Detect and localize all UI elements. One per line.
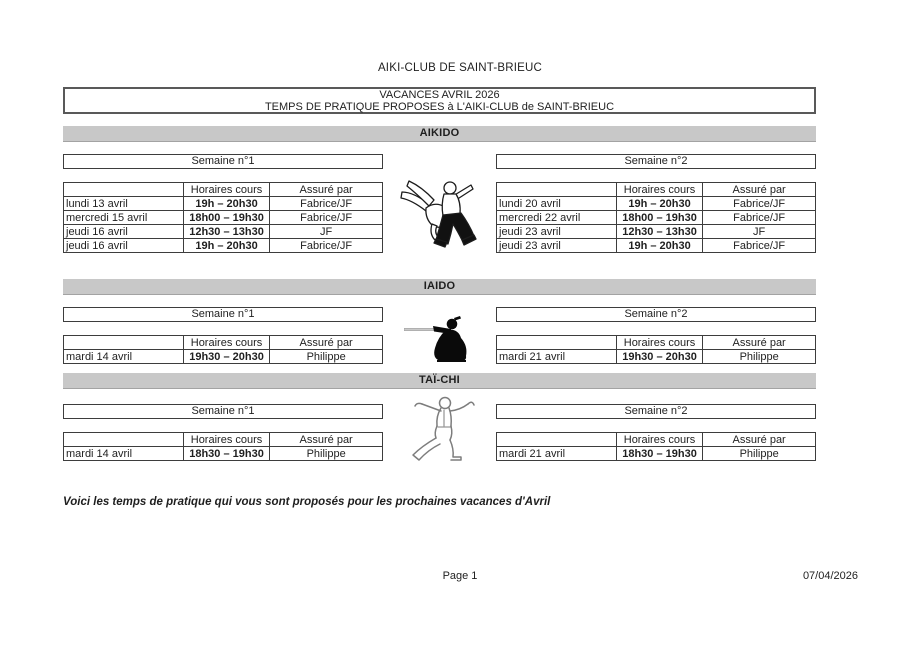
cell-date: mercredi 15 avril: [64, 211, 184, 225]
col-header-teacher: Assuré par: [703, 336, 816, 350]
table-header-row: [497, 183, 816, 197]
cell-teacher: Philippe: [703, 350, 816, 364]
cell-teacher: JF: [703, 225, 816, 239]
table-header-row: [64, 183, 383, 197]
table-row: [497, 447, 816, 461]
cell-date: mardi 21 avril: [497, 350, 617, 364]
cell-date: jeudi 16 avril: [64, 225, 184, 239]
cell-teacher: Philippe: [270, 350, 383, 364]
cell-time: 19h30 – 20h30: [616, 350, 703, 364]
iaido-week2-table: [496, 335, 816, 364]
footer-date: 07/04/2026: [802, 570, 858, 582]
table-row: [497, 211, 816, 225]
header-box: [63, 87, 816, 114]
table-row: [497, 225, 816, 239]
col-header-teacher: Assuré par: [703, 433, 816, 447]
col-header-time: Horaires cours: [616, 433, 703, 447]
table-header-row: [64, 433, 383, 447]
cell-teacher: Fabrice/JF: [270, 211, 383, 225]
table-header-row: [64, 336, 383, 350]
taichi-week1-table: [63, 432, 383, 461]
col-header-time: Horaires cours: [183, 183, 270, 197]
cell-teacher: Fabrice/JF: [703, 211, 816, 225]
cell-date: lundi 20 avril: [497, 197, 617, 211]
aikido-week1-table: [63, 182, 383, 253]
iaido-week1-box: Semaine n°1: [63, 307, 383, 322]
table-row: [64, 197, 383, 211]
document-title: AIKI-CLUB DE SAINT-BRIEUC: [377, 62, 543, 74]
cell-teacher: Fabrice/JF: [270, 239, 383, 253]
cell-teacher: Philippe: [270, 447, 383, 461]
section-banner-aikido: AIKIDO: [63, 126, 816, 142]
section-banner-iaido: IAIDO: [63, 279, 816, 295]
blank-header-cell: [64, 336, 184, 350]
blank-header-cell: [497, 336, 617, 350]
header-line2: TEMPS DE PRATIQUE PROPOSES à L'AIKI-CLUB de SAINT-BRIEUC: [264, 100, 615, 113]
note-text: Voici les temps de pratique qui vous sont proposés pour les prochaines vacances d'Avril: [63, 496, 551, 508]
col-header-teacher: Assuré par: [270, 433, 383, 447]
cell-teacher: JF: [270, 225, 383, 239]
aikido-week2-table: [496, 182, 816, 253]
cell-teacher: Fabrice/JF: [703, 239, 816, 253]
cell-date: jeudi 23 avril: [497, 239, 617, 253]
taichi-week2-table: [496, 432, 816, 461]
aikido-week2-box: Semaine n°2: [496, 154, 816, 169]
col-header-teacher: Assuré par: [270, 183, 383, 197]
taichi-week1-box: Semaine n°1: [63, 404, 383, 419]
cell-time: 12h30 – 13h30: [616, 225, 703, 239]
cell-time: 18h00 – 19h30: [616, 211, 703, 225]
col-header-time: Horaires cours: [183, 433, 270, 447]
table-row: [64, 225, 383, 239]
blank-header-cell: [64, 183, 184, 197]
cell-time: 18h30 – 19h30: [183, 447, 270, 461]
taichi-pose-icon: [408, 393, 481, 466]
cell-time: 18h30 – 19h30: [616, 447, 703, 461]
table-row: [64, 350, 383, 364]
cell-date: lundi 13 avril: [64, 197, 184, 211]
blank-header-cell: [64, 433, 184, 447]
cell-teacher: Fabrice/JF: [703, 197, 816, 211]
cell-teacher: Fabrice/JF: [270, 197, 383, 211]
cell-date: mardi 14 avril: [64, 350, 184, 364]
iaido-week2-box: Semaine n°2: [496, 307, 816, 322]
aikido-throw-icon: [399, 172, 481, 257]
col-header-teacher: Assuré par: [270, 336, 383, 350]
table-row: [64, 239, 383, 253]
cell-time: 19h – 20h30: [183, 197, 270, 211]
cell-time: 19h – 20h30: [183, 239, 270, 253]
cell-time: 19h30 – 20h30: [183, 350, 270, 364]
header-line1: VACANCES AVRIL 2026: [379, 88, 500, 101]
blank-header-cell: [497, 433, 617, 447]
blank-header-cell: [497, 183, 617, 197]
aikido-week1-box: Semaine n°1: [63, 154, 383, 169]
col-header-time: Horaires cours: [616, 183, 703, 197]
cell-date: mardi 14 avril: [64, 447, 184, 461]
cell-time: 12h30 – 13h30: [183, 225, 270, 239]
cell-date: jeudi 23 avril: [497, 225, 617, 239]
cell-date: mercredi 22 avril: [497, 211, 617, 225]
table-row: [497, 350, 816, 364]
iaido-swordsman-icon: [404, 316, 470, 363]
table-header-row: [497, 433, 816, 447]
table-row: [497, 197, 816, 211]
cell-teacher: Philippe: [703, 447, 816, 461]
iaido-week1-table: [63, 335, 383, 364]
cell-date: jeudi 16 avril: [64, 239, 184, 253]
cell-time: 18h00 – 19h30: [183, 211, 270, 225]
cell-time: 19h – 20h30: [616, 239, 703, 253]
table-row: [64, 211, 383, 225]
table-header-row: [497, 336, 816, 350]
footer-page-number: Page 1: [442, 570, 478, 582]
col-header-time: Horaires cours: [183, 336, 270, 350]
section-banner-taichi: TAÏ-CHI: [63, 373, 816, 389]
cell-date: mardi 21 avril: [497, 447, 617, 461]
col-header-time: Horaires cours: [616, 336, 703, 350]
cell-time: 19h – 20h30: [616, 197, 703, 211]
taichi-week2-box: Semaine n°2: [496, 404, 816, 419]
col-header-teacher: Assuré par: [703, 183, 816, 197]
table-row: [497, 239, 816, 253]
table-row: [64, 447, 383, 461]
